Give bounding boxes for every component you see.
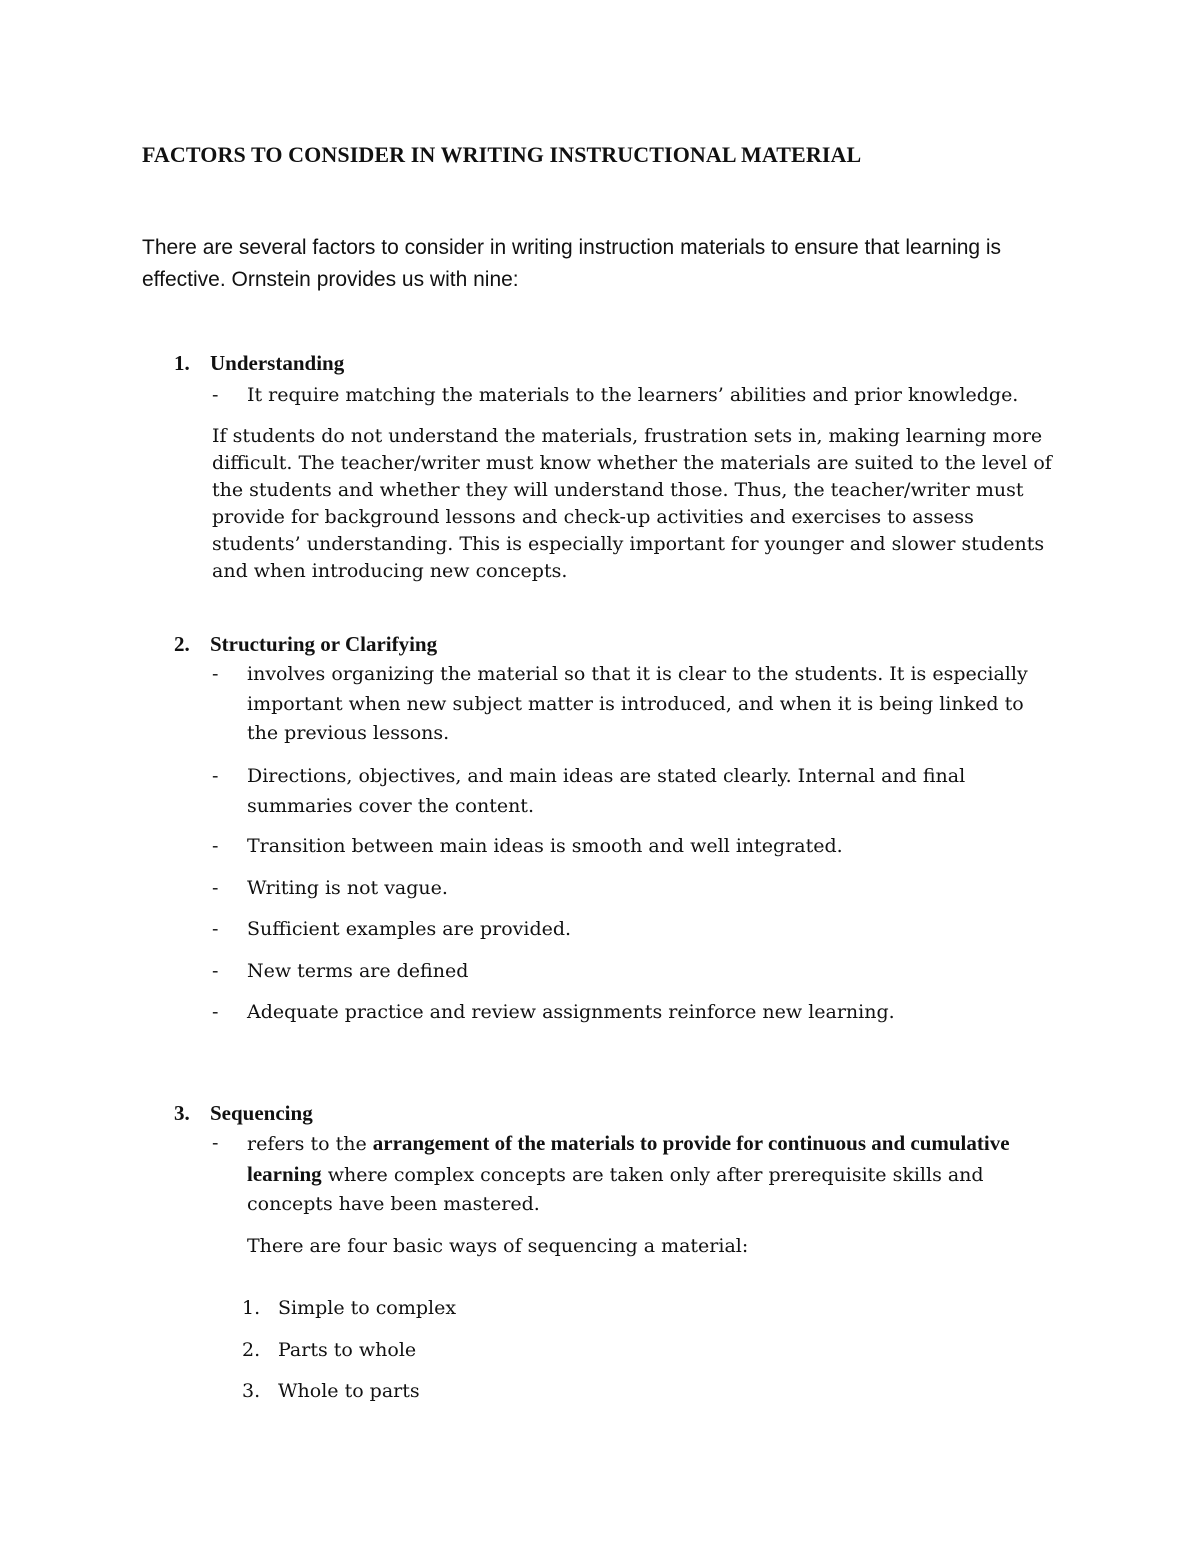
dash-marker: - — [212, 918, 219, 940]
bullet-item — [212, 874, 1052, 904]
sequencing-way-item — [242, 1380, 420, 1402]
way-label: Simple to complex — [278, 1297, 457, 1319]
dash-marker: - — [212, 663, 219, 685]
sequencing-way-item — [242, 1297, 456, 1319]
dash-marker: - — [212, 765, 219, 787]
bullet-item — [212, 957, 1052, 987]
way-label: Whole to parts — [278, 1380, 420, 1402]
sequencing-paragraph: There are four basic ways of sequencing a material: — [247, 1235, 749, 1257]
section-number: 2. — [174, 632, 190, 656]
bullet-item — [212, 1129, 1052, 1220]
bullet-text: involves organizing the material so that it is clear to the students. It is especially important when new subject matter is introduced, and when it is being linked to the previous lessons. — [247, 663, 1028, 744]
bullet-text-post: where complex concepts are taken only after prerequisite skills and concepts have been mastered. — [247, 1163, 984, 1215]
bullet-item — [212, 381, 1052, 411]
way-number: 1. — [242, 1297, 261, 1319]
section-heading-structuring — [174, 632, 437, 657]
dash-marker: - — [212, 835, 219, 857]
dash-marker: - — [212, 1001, 219, 1023]
bullet-text: Writing is not vague. — [247, 877, 448, 899]
way-number: 3. — [242, 1380, 261, 1402]
bullet-text: Transition between main ideas is smooth and well integrated. — [247, 835, 843, 857]
bullet-item — [212, 660, 1052, 749]
bullet-item — [212, 915, 1052, 945]
understanding-paragraph: If students do not understand the materials, frustration sets in, making learning more difficult. The teacher/writer must know whether the materials are suited to the level of the students and whether they will understand those. Thus, the teacher/writer must provide for background lessons and check-up activities and exercises to assess students’ understanding. This is especially important for younger and slower students and when introducing new concepts. — [212, 425, 1052, 582]
section-number: 1. — [174, 351, 190, 375]
way-number: 2. — [242, 1339, 261, 1361]
bullet-text: Directions, objectives, and main ideas are stated clearly. Internal and final summaries cover the content. — [247, 765, 966, 817]
dash-marker: - — [212, 1132, 219, 1154]
section-heading-sequencing — [174, 1101, 313, 1126]
bullet-text: Sufficient examples are provided. — [247, 918, 572, 940]
way-label: Parts to whole — [278, 1339, 417, 1361]
bullet-item — [212, 832, 1052, 862]
section-number: 3. — [174, 1101, 190, 1125]
bullet-text-pre: refers to the — [247, 1133, 367, 1155]
section-heading-understanding — [174, 351, 344, 376]
bullet-item — [212, 998, 1052, 1028]
dash-marker: - — [212, 384, 219, 406]
bullet-text: Adequate practice and review assignments reinforce new learning. — [247, 1001, 895, 1023]
bullet-item — [212, 762, 1052, 821]
section-title: Understanding — [210, 351, 345, 375]
document-title: FACTORS TO CONSIDER IN WRITING INSTRUCTIONAL MATERIAL — [142, 142, 862, 167]
sequencing-way-item — [242, 1339, 416, 1361]
section-title: Sequencing — [210, 1101, 313, 1125]
intro-paragraph: There are several factors to consider in writing instruction materials to ensure that learning is effective. Ornstein provides us with nine: — [142, 236, 1002, 291]
dash-marker: - — [212, 877, 219, 899]
bullet-text-bold: arrangement of the materials to provide for continuous and cumulative learning — [247, 1131, 1010, 1186]
section-title: Structuring or Clarifying — [210, 632, 438, 656]
dash-marker: - — [212, 960, 219, 982]
bullet-text: It require matching the materials to the learners’ abilities and prior knowledge. — [247, 384, 1019, 406]
bullet-text — [247, 1129, 1052, 1220]
bullet-text: New terms are defined — [247, 960, 469, 982]
